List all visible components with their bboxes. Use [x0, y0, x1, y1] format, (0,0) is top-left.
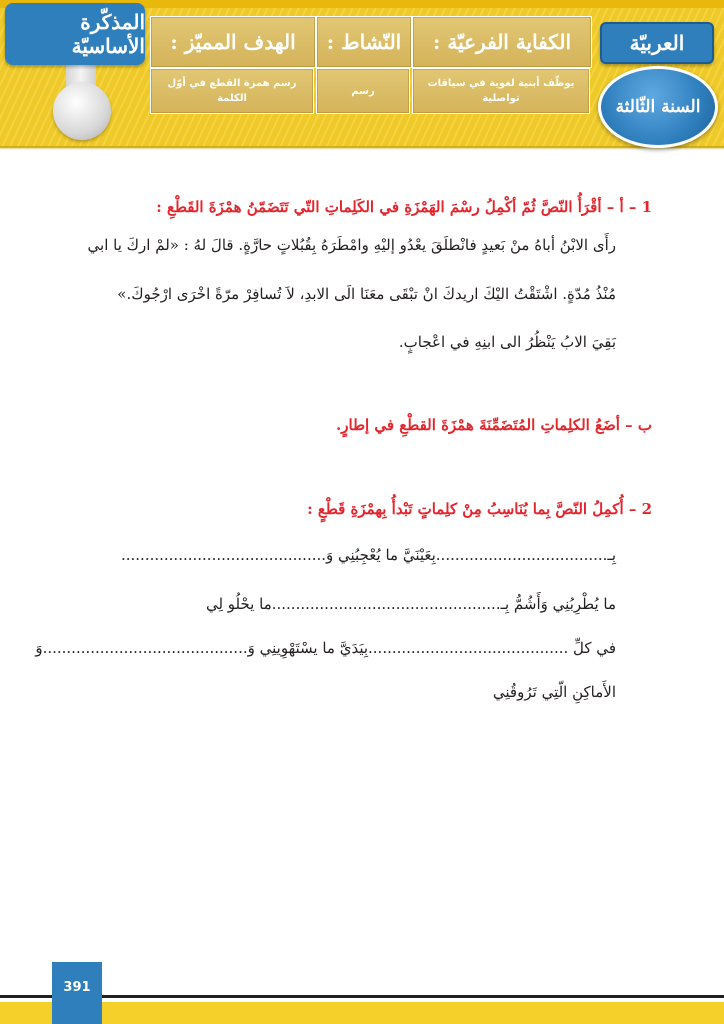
objective-title: الهدف المميّز : [150, 16, 316, 68]
exercise1b-instruction: ب – أضَعُ الكلِماتِ المُتَضَمِّنَةَ همْزَةَ القطْعِ في إطارٍ. [336, 416, 652, 434]
exercise1-text-line: بَقِيَ الابُ يَنْظُرُ الى ابنِهِ في اعْجابٍ. [398, 333, 616, 351]
activity-content: رسم [316, 68, 410, 114]
exercise1-text-line: مُنْذُ مُدّةٍ. اشْتَقْتُ اليْكَ اريدكَ انْ تبْقَى معَنَا الَى الابدِ، لاَ تُسافِرْ مرّةً اخْرَى ارْجُوكَ.» [117, 285, 616, 303]
header-shadow [0, 146, 724, 150]
brand-logo-ball [53, 82, 111, 140]
exercise2-fill-line: بِـ....................................بِعَيْنَيَّ ما يُعْجِبُنِي وَ........................................... [120, 546, 616, 564]
exercise2-fill-line: ما يُطْرِبُنِي وَأَشُمُّ بِـ................................................ما يحْلُو لِي [205, 595, 616, 613]
footer-rule [0, 995, 724, 998]
exercise2-fill-line: الأَماكِنِ الّتِي تَرُوقُنِي [492, 683, 616, 701]
brand-logo: المذكّرة الأساسيّة [5, 3, 145, 65]
page-number: 391 [52, 962, 102, 1024]
exercise1-heading: 1 – أ – أقْرَأُ النّصَّ ثُمّ أكْمِلُ رسْمَ الهَمْزَةِ في الكَلِماتِ التّي تَتَضَمّنُ همْزَةَ القَطْعِ : [156, 198, 652, 216]
competency-content: يوظّف أبنية لغوية في سياقات تواصلية [412, 68, 590, 114]
exercise1-text-line: رأَى الابْنُ أباهُ منْ بَعيدٍ فانْطلَقَ يعْدُو إليْهِ وامْطَرَهُ بِقُبُلاتٍ حارَّةٍ. قالَ لهُ : «لمْ اركَ يا ابي [87, 236, 616, 254]
objective-content: رسم همزة القطع في أوّل الكلمة [150, 68, 314, 114]
exercise2-fill-line: في كلِّ ..........................................بِيَدَيَّ ما يسْتَهْوِينِي وَ...........................................وَ [35, 639, 616, 657]
activity-title: النّشاط : [316, 16, 412, 68]
exercise2-heading: 2 – أُكمِلُ النّصَّ بِما يُنَاسِبُ مِنْ كلِماتٍ تَبْدأُ بِهمْزَةِ قَطْعٍ : [307, 500, 652, 518]
competency-title: الكفاية الفرعيّة : [412, 16, 592, 68]
subject-label: العربيّة [600, 22, 714, 64]
footer-bar [0, 1002, 724, 1024]
grade-badge: السنة الثّالثة [598, 66, 718, 148]
